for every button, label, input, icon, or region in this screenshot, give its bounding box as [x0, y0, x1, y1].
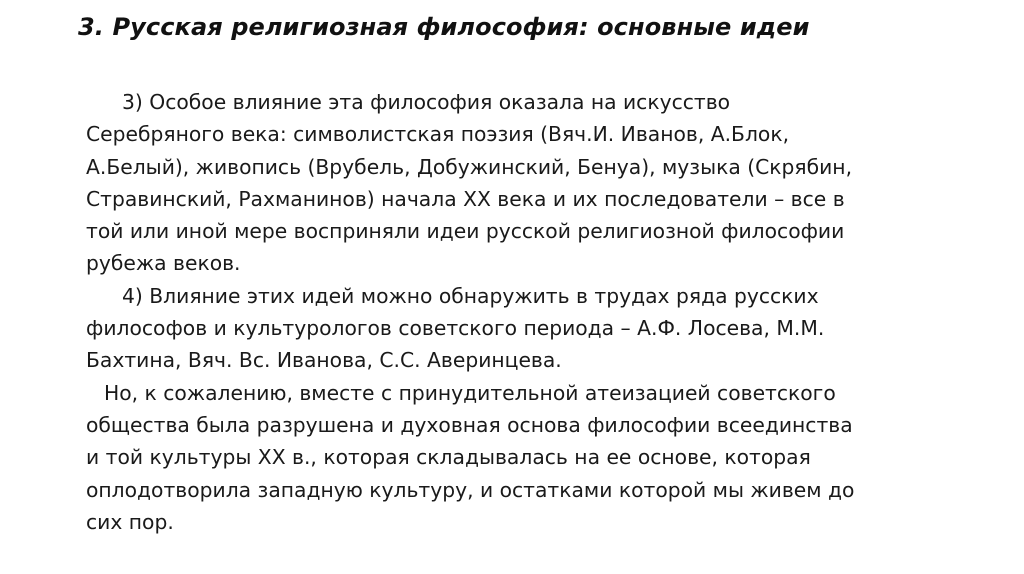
paragraph-line: и той культуры ХХ в., которая складывалась на ее основе, которая — [86, 445, 811, 470]
paragraph-line: 4) Влияние этих идей можно обнаружить в трудах ряда русских — [122, 283, 819, 308]
paragraph-3 — [86, 86, 1006, 280]
paragraph-line: Но, к сожалению, вместе с принудительной атеизацией советского — [104, 380, 836, 405]
paragraph-line: сих пор. — [86, 509, 174, 534]
paragraph-line: Бахтина, Вяч. Вс. Иванова, С.С. Аверинцева. — [86, 348, 562, 373]
paragraph-line: рубежа веков. — [86, 251, 241, 276]
paragraph-line: 3) Особое влияние эта философия оказала на искусство — [122, 90, 731, 114]
paragraph-line: общества была разрушена и духовная основа философии всеединства — [86, 412, 853, 437]
paragraph-line: оплодотворила западную культуру, и остатками которой мы живем до — [86, 477, 855, 502]
paragraph-line: философов и культурологов советского периода – А.Ф. Лосева, М.М. — [86, 316, 825, 341]
paragraph-line: Серебряного века: символистская поэзия (Вяч.И. Иванов, А.Блок, — [86, 122, 790, 147]
slide-body — [86, 86, 1006, 538]
paragraph-conclusion — [86, 377, 1006, 538]
paragraph-line: Стравинский, Рахманинов) начала ХХ века и их последователи – все в — [86, 186, 845, 211]
paragraph-line: той или иной мере восприняли идеи русской религиозной философии — [86, 219, 845, 244]
paragraph-line: А.Белый), живопись (Врубель, Добужинский, Бенуа), музыка (Скрябин, — [86, 154, 853, 179]
slide-title: 3. Русская религиозная философия: основные идеи — [78, 13, 810, 41]
paragraph-4 — [86, 280, 1006, 377]
